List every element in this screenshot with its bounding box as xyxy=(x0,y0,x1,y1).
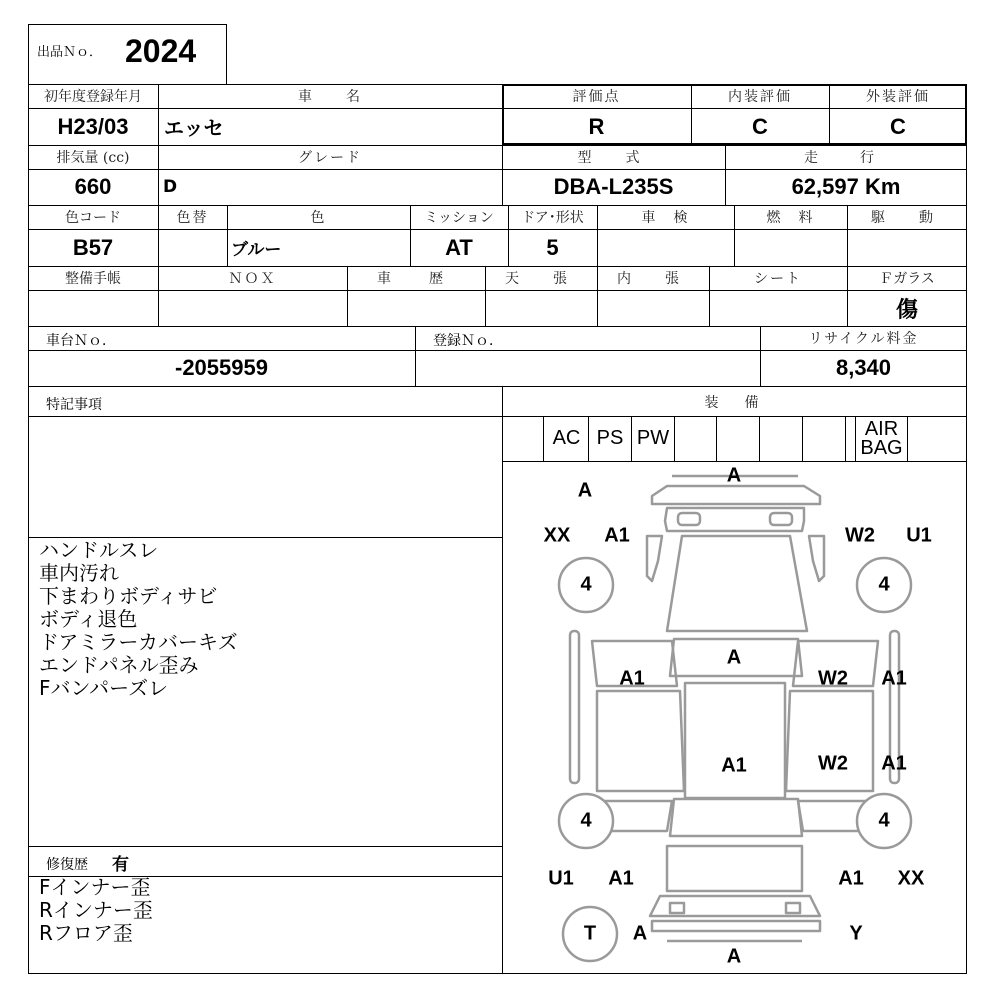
mark-right-fender: W2 xyxy=(845,524,875,547)
seat-label: シート xyxy=(754,271,802,287)
notes-label: 特記事項 xyxy=(46,397,102,413)
chassis-label: 車台Ｎｏ． xyxy=(46,333,116,349)
color-change-value xyxy=(158,229,227,266)
grade-value: D xyxy=(163,177,178,197)
fglass-value: 傷 xyxy=(895,297,918,323)
chassis-value: -2055959 xyxy=(175,355,268,380)
note-line: 車内汚れ xyxy=(39,561,119,585)
fglass-label: Ｆガラス xyxy=(879,271,935,287)
note-line: ボディ退色 xyxy=(39,607,138,631)
mission-label: ミッション xyxy=(424,210,494,226)
mark-cabin: A1 xyxy=(721,754,747,777)
grade-label: グレード xyxy=(298,150,362,166)
lot-number-label: 出品Ｎｏ． xyxy=(37,45,103,60)
fuel-value xyxy=(734,229,847,266)
first-reg-value: H23/03 xyxy=(57,113,129,139)
first-reg-label: 初年度登録年月 xyxy=(44,89,142,105)
equipment-slot xyxy=(717,416,759,461)
lot-number-box xyxy=(28,24,227,84)
mark-roof: A xyxy=(726,646,742,669)
mileage-label: 走 行 xyxy=(804,150,888,166)
mark-rear-y: Y xyxy=(849,922,863,945)
inspection-label: 車 検 xyxy=(641,210,690,226)
mark-right-rear-door: W2 xyxy=(818,752,848,775)
mark-left-outer: XX xyxy=(543,524,571,547)
equipment-ac: AC xyxy=(552,427,581,449)
mark-rear-left: A1 xyxy=(608,867,634,890)
mark-right-front-outer: A1 xyxy=(881,667,907,690)
tire-front-left: 4 xyxy=(580,573,592,596)
history-label: 車 歴 xyxy=(377,271,455,287)
maint-book-label: 整備手帳 xyxy=(65,271,121,287)
car-name-label: 車 名 xyxy=(298,89,362,105)
mark-hood-left: A1 xyxy=(604,524,630,547)
lot-number-value: 2024 xyxy=(125,33,197,69)
note-line: 下まわりボディサビ xyxy=(39,584,218,608)
door-label: ドア･形状 xyxy=(521,210,584,226)
repair-label: 修復歴 xyxy=(46,857,88,873)
color-code-value: B57 xyxy=(72,234,114,260)
repair-list xyxy=(39,876,153,945)
inspection-value xyxy=(597,229,734,266)
tire-spare: T xyxy=(583,922,597,945)
displacement-label: 排気量 (cc) xyxy=(56,150,130,166)
mark-right-outer: U1 xyxy=(906,524,932,547)
tire-rear-right: 4 xyxy=(878,809,890,832)
mark-right-rear-outer: A1 xyxy=(881,752,907,775)
mark-right-front-door: W2 xyxy=(818,667,848,690)
model-label: 型 式 xyxy=(577,150,650,166)
nox-label: ＮＯＸ xyxy=(228,271,277,287)
repair-line: Fインナー歪 xyxy=(39,875,151,899)
note-line: ハンドルスレ xyxy=(39,538,159,562)
exterior-label: 外装評価 xyxy=(866,89,930,105)
registration-label: 登録Ｎｏ． xyxy=(433,333,503,349)
mileage-value: 62,597 Km xyxy=(791,174,901,199)
mark-front-bumper: A xyxy=(726,464,742,487)
equipment-label: 装 備 xyxy=(704,395,765,411)
car-name-value: エッセ xyxy=(164,116,224,140)
mark-rear-bumper: A xyxy=(726,945,742,968)
displacement-value: 660 xyxy=(74,174,112,199)
equipment-slot xyxy=(803,416,845,461)
model-value: DBA-L235S xyxy=(553,174,674,199)
note-line: エンドパネル歪み xyxy=(39,653,199,677)
mark-rear-right: A1 xyxy=(838,867,864,890)
notes-list xyxy=(39,539,238,700)
interior-trim-label: 内 張 xyxy=(617,271,689,287)
note-line: Fバンパーズレ xyxy=(39,676,169,700)
mark-rear-a: A xyxy=(632,922,648,945)
equipment-slot xyxy=(675,416,716,461)
mark-left-front-door: A1 xyxy=(619,667,645,690)
equipment-slot xyxy=(846,416,855,461)
mark-rear-right-outer: XX xyxy=(897,867,925,890)
repair-value: 有 xyxy=(112,855,129,875)
equipment-airbag: AIR BAG xyxy=(860,417,903,459)
fuel-label: 燃 料 xyxy=(766,210,815,226)
color-value: ブルー xyxy=(231,240,282,260)
grade-score-value: R xyxy=(588,113,605,139)
tire-front-right: 4 xyxy=(878,573,890,596)
exterior-value: C xyxy=(890,113,906,139)
equipment-ps: PS xyxy=(596,427,624,449)
tire-rear-left: 4 xyxy=(580,809,592,832)
interior-label: 内装評価 xyxy=(728,89,792,105)
grade-score-label: 評価点 xyxy=(572,89,621,105)
color-label: 色 xyxy=(310,210,327,226)
recycle-label: リサイクル料金 xyxy=(808,331,919,347)
drive-value xyxy=(847,229,967,266)
note-line: ドアミラーカバーキズ xyxy=(39,630,238,654)
interior-value: C xyxy=(752,113,768,139)
mark-rear-left-outer: U1 xyxy=(548,867,574,890)
color-change-label: 色替 xyxy=(176,210,209,226)
drive-label: 駆 動 xyxy=(871,210,943,226)
mission-value: AT xyxy=(445,234,473,260)
car-damage-diagram xyxy=(502,461,967,973)
equipment-slot xyxy=(760,416,802,461)
mark-front-left: A xyxy=(577,479,593,502)
color-code-label: 色コード xyxy=(65,210,121,226)
door-value: 5 xyxy=(546,234,559,260)
recycle-value: 8,340 xyxy=(835,355,892,380)
repair-line: Rフロア歪 xyxy=(39,921,133,945)
equipment-row xyxy=(502,416,967,461)
registration-value xyxy=(415,350,760,386)
equipment-pw: PW xyxy=(636,427,670,449)
roof-lining-label: 天 張 xyxy=(505,271,577,287)
repair-line: Rインナー歪 xyxy=(39,898,153,922)
